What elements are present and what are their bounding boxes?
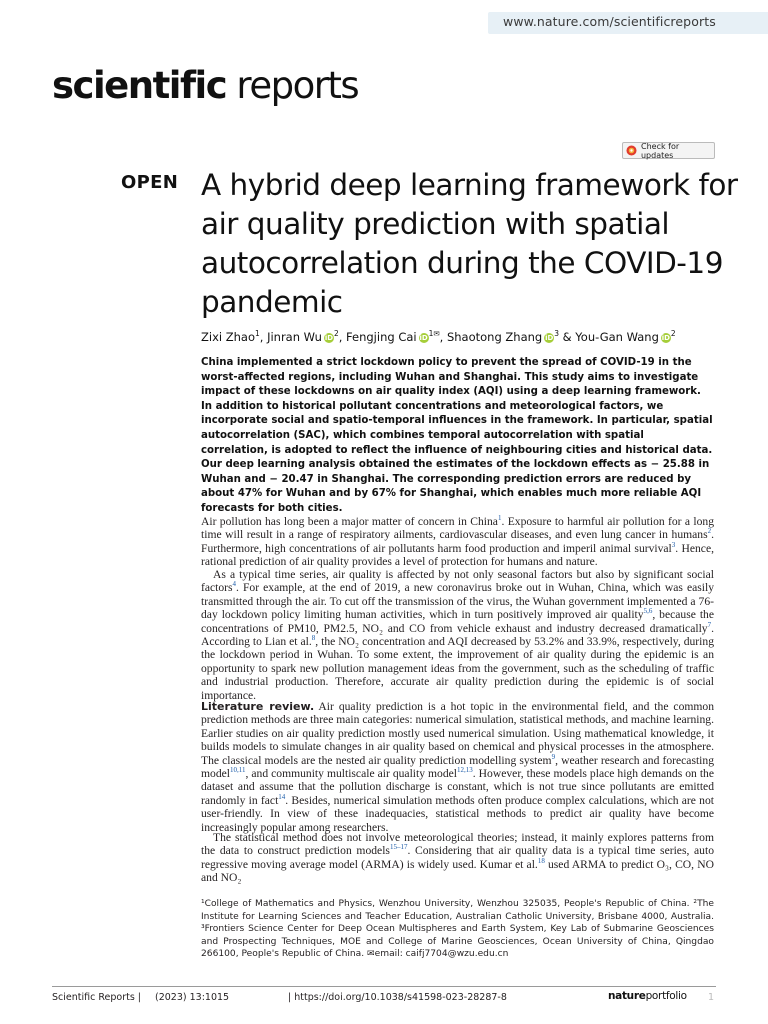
body-paragraph-1	[201, 515, 714, 569]
journal-logo-bold: scientific	[52, 64, 227, 107]
orcid-icon[interactable]: iD	[661, 334, 670, 342]
footer-citation: (2023) 13:1015	[155, 992, 230, 1003]
citation-ref-link[interactable]: 3	[671, 540, 676, 549]
author-separator: &	[559, 330, 576, 344]
publisher-logo-bold: nature	[608, 990, 646, 1002]
text-run: , the NO₂ concentration and AQI decreased by 53.2% and 33.9%, respectively, during the lockdown period in Wuhan. To some extent, the improvement of air quality during the epidemic is an opportunity to spark new pollution management ideas from the government, such as the scheduling of traffic and industrial production. Therefore, accurate air quality prediction during the epidemic is of social importance.	[201, 635, 714, 702]
journal-url-link[interactable]: www.nature.com/scientificreports	[503, 14, 716, 29]
author-list	[201, 330, 676, 344]
publisher-logo-light: portfolio	[645, 990, 687, 1002]
text-run: . Hence, rational prediction of air quality provides a level of protection for humans and nature.	[201, 541, 714, 569]
citation-ref-link[interactable]: 4	[232, 580, 237, 589]
journal-logo	[52, 64, 358, 107]
text-run: . Exposure to harmful air pollution for a long time will result in a range of respiratory ailments, cardiovascular diseases, and even lung cancer in humans	[201, 515, 714, 542]
text-run: , weather research and forecasting model	[201, 753, 715, 781]
author-affiliation-marker: 2	[333, 329, 339, 339]
abstract: China implemented a strict lockdown policy to prevent the spread of COVID-19 in the worst-affected regions, including Wuhan and Shanghai. This study aims to investigate impact of these lockdowns on air quality index (AQI) using a deep learning framework. In addition to historical pollutant concentrations and meteorological factors, we incorporate social and spatio-temporal influences in the framework. In particular, spatial autocorrelation (SAC), which combines temporal autocorrelation with spatial correlation, is adopted to reflect the influence of neighbouring cities and historical data. Our deep learning analysis obtained the estimates of the lockdown effects as − 25.88 in Wuhan and − 20.47 in Shanghai. The corresponding prediction errors are reduced by about 47% for Wuhan and by 67% for Shanghai, which enables much more reliable AQI forecasts for both cities.	[201, 357, 713, 514]
text-run: . However, these models place high demands on the dataset and assume that the pollution discharge is constant, which is not true since pollutants are emitted randomly in fact	[201, 767, 714, 807]
body-paragraph-4	[201, 831, 714, 885]
citation-ref-link[interactable]: 14	[278, 792, 286, 801]
body-paragraph-2	[201, 568, 714, 702]
orcid-icon[interactable]: iD	[324, 334, 334, 342]
citation-ref-link[interactable]: 9	[551, 752, 556, 761]
author-affiliation-marker: 2	[670, 329, 676, 339]
page-number: 1	[708, 992, 715, 1003]
open-access-label: OPEN	[121, 172, 179, 193]
citation-ref-link[interactable]: 1	[497, 514, 502, 523]
footer-journal-name: Scientific Reports |	[52, 992, 142, 1003]
citation-ref-link[interactable]: 12,13	[457, 766, 473, 775]
check-updates-label: Check for updates	[640, 141, 680, 160]
citation-ref-link[interactable]: 5,6	[643, 607, 653, 616]
text-run: The statistical method does not involve meteorological theories; instead, it mainly explores patterns from the data to construct prediction models	[201, 831, 714, 858]
author-name[interactable]: You-Gan Wang	[575, 330, 659, 344]
text-run: , and community multiscale air quality model	[245, 767, 458, 781]
literature-review-text	[201, 700, 714, 834]
author-separator: ,	[338, 330, 347, 344]
literature-review-paragraph	[201, 700, 714, 834]
text-run: As a typical time series, air quality is affected by not only seasonal factors but also by significant social factors	[201, 568, 714, 595]
text-run: . Besides, numerical simulation methods often produce complex calculations, which are not user-friendly. In view of these inadequacies, statistical methods to predict air quality have become increasingly popular among researchers.	[201, 793, 714, 834]
text-run: , because the concentrations of PM10, PM2.5, NO₂ and CO from vehicle exhaust and industry decreased dramatically	[201, 608, 714, 635]
check-updates-icon	[626, 145, 637, 156]
author-name[interactable]: Jinran Wu	[267, 330, 322, 344]
text-run: . Considering that air quality data is a typical time series, auto regressive moving average model (ARMA) is widely used. Kumar et al.	[201, 844, 714, 871]
author-affiliation-marker: 1	[254, 329, 260, 339]
text-run: Air pollution has long been a major matter of concern in China	[201, 515, 498, 528]
citation-ref-link[interactable]: 7	[707, 620, 712, 629]
journal-logo-light: reports	[226, 64, 359, 107]
citation-ref-link[interactable]: 2	[707, 527, 712, 536]
text-run: . For example, at the end of 2019, a new coronavirus broke out in Wuhan, China, which was easily transmitted through the air. To cut off the transmission of the virus, the Wuhan government implemented a 76-day lockdown policy limiting human activities, which in turn positively improved air quality	[201, 581, 714, 622]
author-affiliation-marker: 1✉	[428, 329, 440, 339]
text-run: . According to Lian et al.	[201, 621, 714, 649]
author-name[interactable]: Fengjing Cai	[346, 330, 417, 344]
author-name[interactable]: Shaotong Zhang	[446, 330, 543, 344]
citation-ref-link[interactable]: 15–17	[389, 843, 408, 852]
orcid-icon[interactable]: iD	[419, 334, 428, 342]
citation-ref-link[interactable]: 10,11	[229, 766, 246, 775]
author-separator: ,	[439, 330, 447, 344]
check-for-updates-button[interactable]	[622, 142, 715, 159]
url-bar-extension	[714, 12, 768, 34]
text-run: used ARMA to predict O₃, CO, NO and NO₂	[201, 857, 714, 885]
publisher-logo	[608, 990, 687, 1002]
orcid-icon[interactable]: iD	[545, 334, 554, 342]
citation-ref-link[interactable]: 8	[311, 634, 316, 643]
affiliations-footnote: ¹College of Mathematics and Physics, Wenzhou University, Wenzhou 325035, People's Republic of China. ²The Institute for Learning Sciences and Teacher Education, Australian Catholic University, Brisbane 4000, Australia. ³Frontiers Science Center for Deep Ocean Multispheres and Earth System, Key Lab of Submarine Geosciences and Prospecting Techniques, MOE and College of Marine Geosciences, Ocean University of China, Qingdao 266100, People's Republic of China. ✉email: caifj7704@wzu.edu.cn	[201, 899, 714, 960]
text-run: Air quality prediction is a hot topic in the environmental field, and the common prediction methods are three main categories: numerical simulation, statistical methods, and machine learning. Earlier studies on air quality prediction mostly used numerical simulation. Using mathematical knowledge, it builds models to simulate changes in air quality based on chemical and physical processes in the atmosphere. The classical models are the nested air quality prediction modelling system	[201, 700, 714, 767]
author-affiliation-marker: 3	[554, 329, 560, 339]
citation-ref-link[interactable]: 18	[537, 856, 545, 865]
author-name[interactable]: Zixi Zhao	[201, 330, 255, 344]
text-run: . Furthermore, high concentrations of air pollutants harm food production and imperil animal survival	[201, 528, 714, 555]
literature-review-heading: Literature review.	[201, 700, 315, 713]
article-title: A hybrid deep learning framework for air quality prediction with spatial autocorrelation during the COVID-19 pandemic	[201, 168, 738, 319]
author-separator: ,	[259, 330, 268, 344]
footer-divider	[52, 986, 716, 987]
doi-link[interactable]: | https://doi.org/10.1038/s41598-023-28287-8	[288, 992, 507, 1003]
